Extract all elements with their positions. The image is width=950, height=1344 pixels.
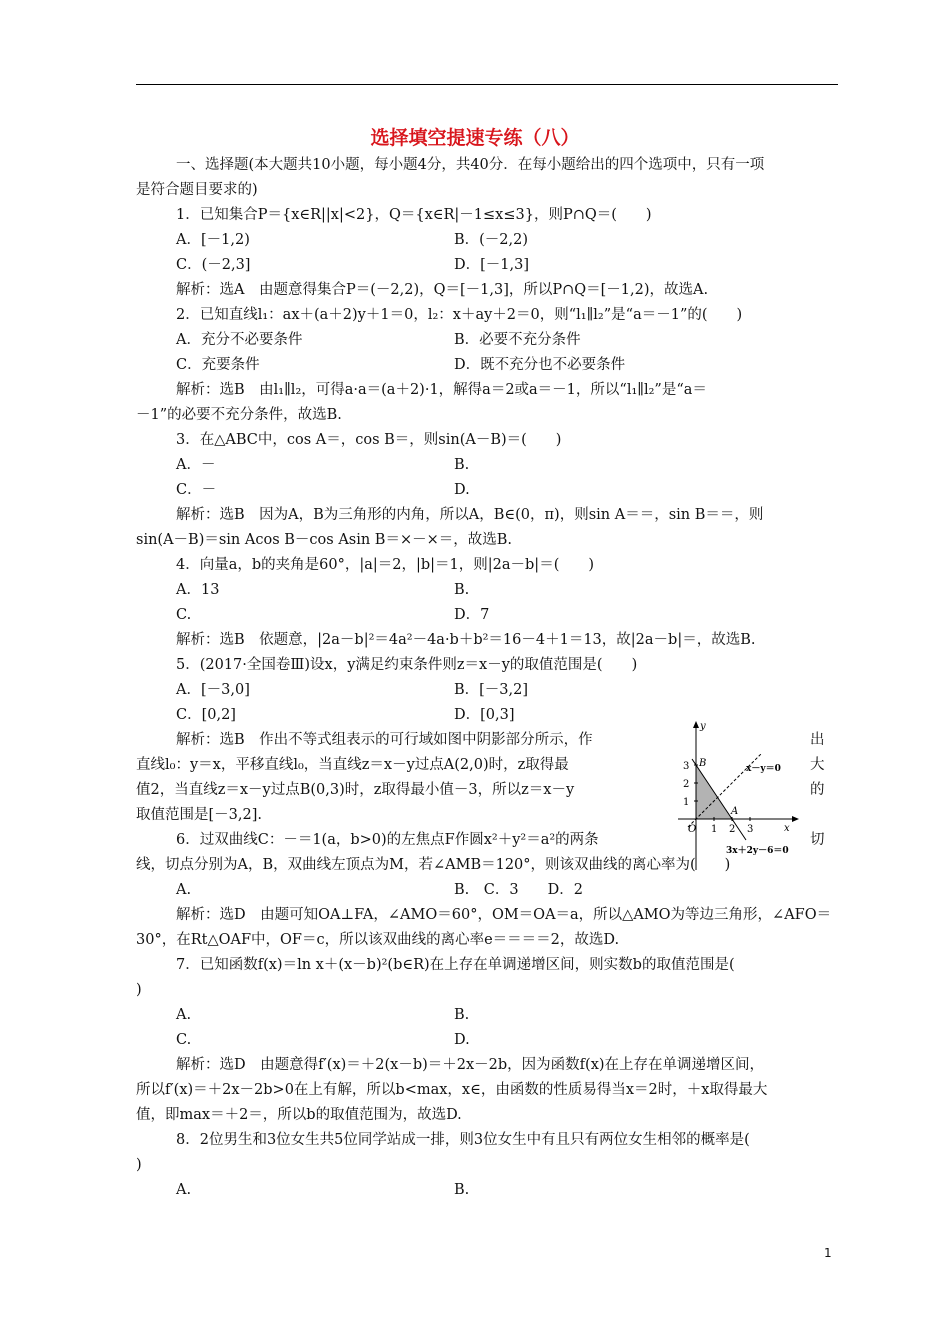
text-line: －1”的必要不充分条件，故选B. <box>136 407 342 423</box>
point-b-label: B <box>699 758 707 769</box>
text-line: A. <box>176 1182 192 1198</box>
text-line: C．[0,2] <box>176 707 236 723</box>
text-line: B. <box>454 1182 470 1198</box>
header-rule <box>136 84 838 85</box>
text-line: 7．已知函数f(x)＝ln x＋(x－b)²(b∈R)在上存在单调递增区间，则实数b的取值范围是( <box>176 957 735 973</box>
tick-y3: 3 <box>683 761 690 772</box>
line1-label: x－y＝0 <box>746 764 781 774</box>
text-line: 值2，当直线z＝x－y过点B(0,3)时，z取得最小值－3，所以z＝x－y <box>136 782 575 798</box>
text-line: A. <box>176 882 192 898</box>
text-line: C．－ <box>176 482 217 498</box>
text-line: B. <box>454 457 470 473</box>
text-line: 解析：选B 因为A，B为三角形的内角，所以A，B∈(0，π)，则sin A＝＝，sin B＝＝，则 <box>176 507 764 523</box>
text-line: D．7 <box>454 607 490 623</box>
text-line: 是符合题目要求的) <box>136 182 258 198</box>
page-number: 1 <box>824 1246 832 1260</box>
text-line: 6．过双曲线C：－＝1(a，b>0)的左焦点F作圆x²＋y²＝a²的两条 <box>176 832 599 848</box>
line2-label: 3x＋2y－6＝0 <box>726 846 789 856</box>
text-line: D．[0,3] <box>454 707 515 723</box>
text-line: 直线l₀：y＝x，平移直线l₀，当直线z＝x－y过点A(2,0)时，z取得最 <box>136 757 569 773</box>
text-line: ) <box>136 1157 142 1173</box>
origin-label: O <box>688 824 697 835</box>
text-line: 1．已知集合P＝{x∈R||x|<2}，Q＝{x∈R|－1≤x≤3}，则P∩Q＝( ) <box>176 207 652 223</box>
text-line: C. <box>176 1032 192 1048</box>
text-line: 所以f′(x)＝＋2x－2b>0在上有解，所以b<max，x∈，由函数的性质易得当x＝2时，＋x取得最大 <box>136 1082 768 1098</box>
text-line: 解析：选D 由题意得f′(x)＝＋2(x－b)＝＋2x－2b，因为函数f(x)在上存在单调递增区间， <box>176 1057 765 1073</box>
text-line: C．(－2,3] <box>176 257 251 273</box>
y-label: y <box>700 721 706 732</box>
text-line: 值，即max＝＋2＝，所以b的取值范围为，故选D. <box>136 1107 462 1123</box>
text-line: D．既不充分也不必要条件 <box>454 357 626 373</box>
text-line: 解析：选D 由题可知OA⊥FA，∠AMO＝60°，OM＝OA＝a，所以△AMO为等边三角形，∠AFO＝ <box>176 907 832 923</box>
text-line: A．[－1,2) <box>176 232 250 248</box>
text-line: D．[－1,3] <box>454 257 529 273</box>
text-line: 解析：选B 由l₁∥l₂，可得a·a＝(a＋2)·1，解得a＝2或a＝－1，所以“l₁∥l₂”是“a＝ <box>176 382 707 398</box>
text-line: sin(A－B)＝sin Acos B－cos Asin B＝×－×＝，故选B. <box>136 532 513 548</box>
x-arrow-icon <box>792 816 799 822</box>
text-line: B. <box>454 1007 470 1023</box>
text-line: 一、选择题(本大题共10小题，每小题4分，共40分．在每小题给出的四个选项中，只有一项 <box>176 157 765 173</box>
text-line: 解析：选A 由题意得集合P＝(－2,2)，Q＝[－1,3]，所以P∩Q＝[－1,2)，故选A. <box>176 282 709 298</box>
text-line: 4．向量a，b的夹角是60°，|a|＝2，|b|＝1，则|2a－b|＝( ) <box>176 557 595 573</box>
text-line: 8．2位男生和3位女生共5位同学站成一排，则3位女生中有且只有两位女生相邻的概率是( <box>176 1132 750 1148</box>
text-line: B. C．3 D．2 <box>454 882 583 898</box>
text-line: A．充分不必要条件 <box>176 332 303 348</box>
text-line: A．[－3,0] <box>176 682 250 698</box>
text-line: 切 <box>810 832 825 848</box>
text-line: C. <box>176 607 192 623</box>
text-line: C．充要条件 <box>176 357 260 373</box>
text-line: 的 <box>810 782 825 798</box>
page-title: 选择填空提速专练（八） <box>370 127 580 149</box>
text-line: 大 <box>810 757 825 773</box>
text-line: 取值范围是[－3,2]. <box>136 807 262 823</box>
text-line: B. <box>454 582 470 598</box>
text-line: 3．在△ABC中，cos A＝，cos B＝，则sin(A－B)＝( ) <box>176 432 562 448</box>
tick-y2: 2 <box>683 779 690 790</box>
text-line: 出 <box>810 732 825 748</box>
text-line: 30°，在Rt△OAF中，OF＝c，所以该双曲线的离心率e＝＝＝＝2，故选D. <box>136 932 620 948</box>
text-line: 解析：选B 依题意，|2a－b|²＝4a²－4a·b＋b²＝16－4＋1＝13，故|2a－b|＝，故选B. <box>176 632 756 648</box>
text-line: A．13 <box>176 582 220 598</box>
text-line: D. <box>454 482 470 498</box>
text-line: 线，切点分别为A，B，双曲线左顶点为M，若∠AMB＝120°，则该双曲线的离心率为( ) <box>136 857 731 873</box>
text-line: B．[－3,2] <box>454 682 529 698</box>
point-a-label: A <box>731 806 739 817</box>
feasible-region-figure <box>672 718 802 873</box>
text-line: B．(－2,2) <box>454 232 529 248</box>
text-line: ) <box>136 982 142 998</box>
tick-x3: 3 <box>747 824 754 835</box>
text-line: 解析：选B 作出不等式组表示的可行域如图中阴影部分所示，作 <box>176 732 593 748</box>
tick-y1: 1 <box>683 797 690 808</box>
text-line: 2．已知直线l₁：ax＋(a＋2)y＋1＝0，l₂：x＋ay＋2＝0，则“l₁∥l₂”是“a＝－1”的( ) <box>176 307 743 323</box>
text-line: A．－ <box>176 457 216 473</box>
y-arrow-icon <box>693 721 699 728</box>
text-line: B．必要不充分条件 <box>454 332 581 348</box>
text-line: 5．(2017·全国卷Ⅲ)设x，y满足约束条件则z＝x－y的取值范围是( ) <box>176 657 638 673</box>
x-label: x <box>784 823 790 834</box>
tick-x2: 2 <box>729 824 736 835</box>
tick-x1: 1 <box>711 824 718 835</box>
text-line: A. <box>176 1007 192 1023</box>
text-line: D. <box>454 1032 470 1048</box>
